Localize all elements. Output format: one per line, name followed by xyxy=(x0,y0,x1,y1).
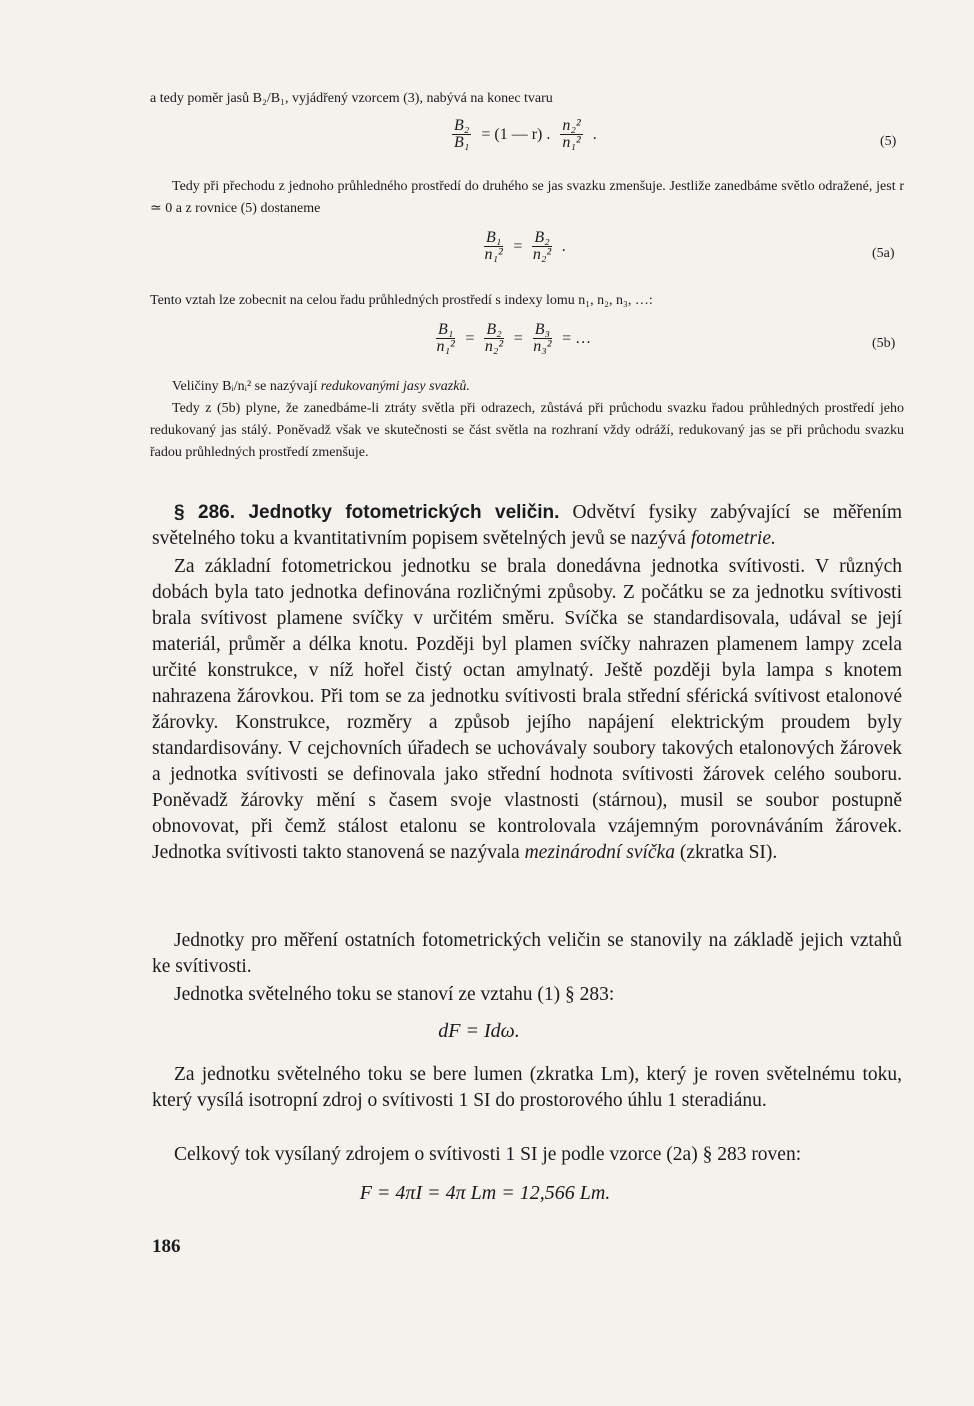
paragraph: Jednotky pro měření ostatních fotometrických veličin se stanovily na základě jejich vztahů ke svítivosti. xyxy=(152,930,902,977)
operator: . xyxy=(592,125,597,143)
equation-5b xyxy=(436,322,597,355)
equation-label: (5b) xyxy=(872,336,896,351)
paragraph: Tedy při přechodu z jednoho průhledného prostředí do druhého se jas svazku zmenšuje. Jestliže zanedbáme světlo odražené, jest r ≃ 0 a z rovnice (5) dostaneme xyxy=(150,179,904,216)
operator: . xyxy=(561,237,566,255)
section-heading: § 286. Jednotky fotometrických veličin. xyxy=(174,502,560,523)
numerator: n₂² xyxy=(562,117,581,134)
paragraph: Celkový tok vysílaný zdrojem o svítivosti 1 SI je podle vzorce (2a) § 283 roven: xyxy=(174,1144,802,1165)
equation-5a xyxy=(484,230,572,263)
paragraph-term: mezinárodní svíčka xyxy=(524,842,675,863)
page-number: 186 xyxy=(152,1236,181,1257)
definition-line xyxy=(172,376,902,398)
denominator: n₂² xyxy=(532,246,552,263)
numerator: B₂ xyxy=(534,229,550,246)
numerator: B₂ xyxy=(486,321,502,338)
paragraph: Tento vztah lze zobecnit na celou řadu průhledných prostředí s indexy lomu n₁, n₂, n₃, …: xyxy=(150,293,653,308)
numerator: B₁ xyxy=(438,321,454,338)
equation-label: (5) xyxy=(880,134,897,149)
paragraph-text: (zkratka SI). xyxy=(679,842,778,863)
fraction xyxy=(532,230,551,263)
intro-line: a tedy poměr jasů B₂/B₁, vyjádřený vzorcem (3), nabývá na konec tvaru xyxy=(150,91,553,106)
paragraph xyxy=(152,554,902,866)
section-intro: Odvětví fysiky zabývající se měřením světelného toku a kvantitativním popisem světelných jevů se nazývá xyxy=(152,502,903,549)
denominator: n₁² xyxy=(484,246,503,263)
equation-text: F = 4πI = 4π Lm = 12,566 Lm. xyxy=(359,1182,611,1204)
operator: = (1 — r) . xyxy=(481,125,551,143)
paragraph: Tedy z (5b) plyne, že zanedbáme-li ztráty světla při odrazech, zůstává při průchodu svazku řadou průhledných prostředí jeho redukovaný jas stálý. Poněvadž však ve skutečnosti se část světla na rozhraní vždy odráží, redukovaný jas se při průchodu svazku řadou průhledných prostředí zmenšuje. xyxy=(150,401,904,460)
paragraph: Jednotka světelného toku se stanoví ze vztahu (1) § 283: xyxy=(174,984,615,1005)
section-286 xyxy=(152,500,902,552)
flux-equation xyxy=(0,1020,966,1043)
fraction xyxy=(436,322,455,355)
denominator: B₁ xyxy=(454,134,470,151)
fraction xyxy=(560,118,582,151)
operator: = xyxy=(513,237,523,255)
denominator: n₂² xyxy=(484,338,504,355)
numerator: B₁ xyxy=(486,229,502,246)
denominator: n₁² xyxy=(562,134,581,151)
equation-5 xyxy=(452,118,603,151)
definition-term: redukovanými jasy svazků. xyxy=(320,379,470,394)
numerator: B₃ xyxy=(534,321,551,338)
section-term: fotometrie. xyxy=(690,528,776,549)
paragraph: Za jednotku světelného toku se bere lumen (zkratka Lm), který je roven světelnému toku, který vysílá isotropní zdroj o svítivosti 1 SI do prostorového úhlu 1 steradiánu. xyxy=(152,1064,902,1111)
denominator: n₃² xyxy=(533,338,552,355)
denominator: n₁² xyxy=(436,338,455,355)
equation-text: dF = Idω. xyxy=(438,1020,520,1042)
numerator: B₂ xyxy=(454,117,470,134)
total-flux-equation xyxy=(0,1182,972,1205)
fraction xyxy=(533,322,552,355)
fraction xyxy=(452,118,471,151)
fraction xyxy=(484,230,503,263)
definition-text: Veličiny Bᵢ/nᵢ² se nazývají xyxy=(172,379,318,394)
operator: = … xyxy=(562,329,592,347)
operator: = xyxy=(465,329,475,347)
paragraph-text: Za základní fotometrickou jednotku se brala donedávna jednotka svítivosti. V různých dobách byla tato jednotka definována rozličnými způsoby. Z počátku se za jednotku svítivosti brala svítivost plamene svíčky v určitém směru. Svíčka se standardisovala, udával se její materiál, průměr a délka knotu. Později byl plamen svíčky nahrazen plamenem lampy zcela určité konstrukce, v níž hořel čistý octan amylnatý. Ještě později byla lampa s knotem nahrazena žárovkou. Při tom se za jednotku svítivosti brala střední sférická svítivost etalonové žárovky. Konstrukce, rozměry a způsob jejího napájení elektrickým proudem byly standardisovány. V cejchovních úřadech se uchovávaly soubory takových etalonových žárovek a jednotka svítivosti se definovala jako střední hodnota svítivosti žárovek celého souboru. Poněvadž žárovky mění s časem svoje vlastnosti (stárnou), musil se soubor postupně obnovovat, při čemž stálost etalonu se kontrolovala vzájemným porovnáváním žárovek. Jednotka svítivosti takto stanovená se nazývala xyxy=(152,556,902,863)
fraction xyxy=(484,322,503,355)
equation-label: (5a) xyxy=(872,246,895,261)
operator: = xyxy=(513,329,523,347)
